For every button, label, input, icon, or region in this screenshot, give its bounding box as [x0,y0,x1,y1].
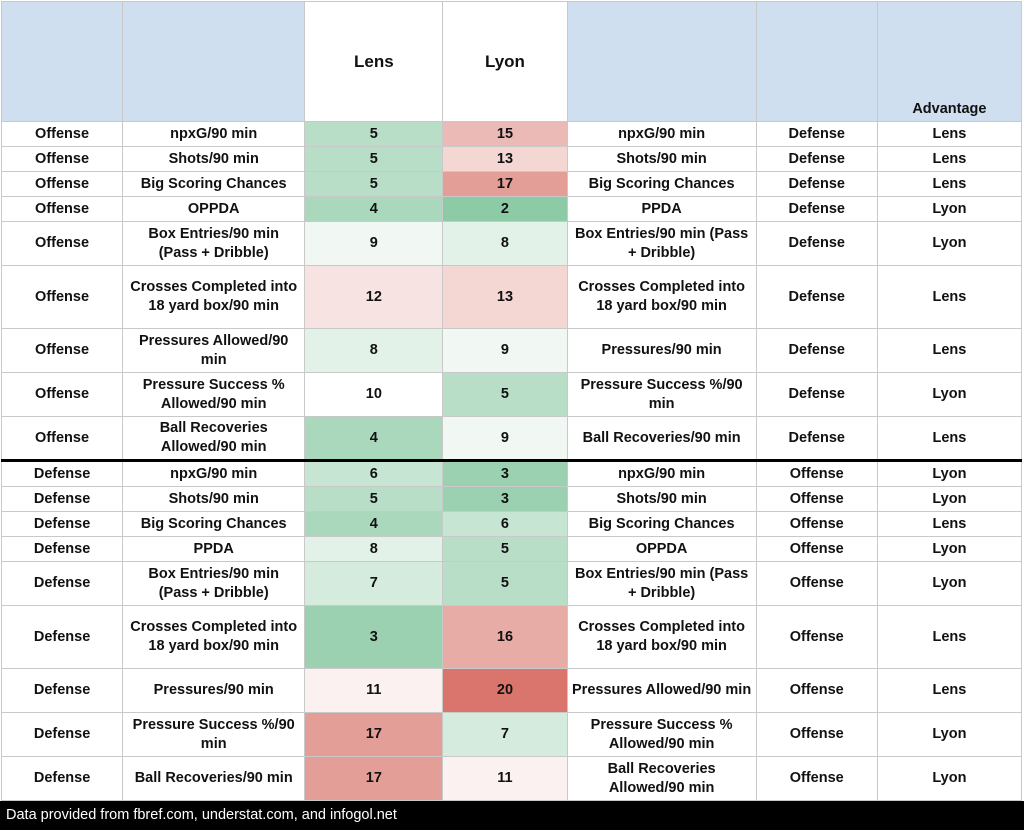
table-row [2,197,1022,222]
header-blank-cell [567,2,756,122]
side-a-cell: Offense [2,266,123,329]
team1-value-cell: 8 [305,537,443,562]
team1-value-cell: 4 [305,197,443,222]
team2-header: Lyon [443,2,567,122]
metric-b-cell: Ball Recoveries Allowed/90 min [567,757,756,801]
metric-b-cell: PPDA [567,197,756,222]
side-b-cell: Defense [756,197,877,222]
side-a-cell: Defense [2,713,123,757]
advantage-cell: Lyon [877,537,1021,562]
team1-value-cell: 10 [305,373,443,417]
table-row [2,487,1022,512]
advantage-header: Advantage [877,2,1021,122]
metric-a-cell: Shots/90 min [123,147,305,172]
side-a-cell: Defense [2,537,123,562]
stats-table [1,1,1022,801]
metric-a-cell: Pressure Success %/90 min [123,713,305,757]
metric-b-cell: Big Scoring Chances [567,512,756,537]
side-b-cell: Defense [756,172,877,197]
team1-value-cell: 5 [305,147,443,172]
metric-b-cell: Ball Recoveries/90 min [567,417,756,461]
team2-value-cell: 13 [443,147,567,172]
team1-value-cell: 17 [305,713,443,757]
team2-value-cell: 5 [443,562,567,606]
team2-value-cell: 17 [443,172,567,197]
team2-value-cell: 2 [443,197,567,222]
metric-b-cell: npxG/90 min [567,122,756,147]
side-a-cell: Offense [2,197,123,222]
side-a-cell: Defense [2,669,123,713]
team1-value-cell: 5 [305,122,443,147]
team2-value-cell: 5 [443,373,567,417]
advantage-cell: Lyon [877,222,1021,266]
advantage-cell: Lens [877,669,1021,713]
table-row [2,172,1022,197]
advantage-cell: Lyon [877,373,1021,417]
header-blank-cell [2,2,123,122]
side-b-cell: Defense [756,373,877,417]
team2-value-cell: 6 [443,512,567,537]
side-a-cell: Offense [2,122,123,147]
advantage-cell: Lens [877,417,1021,461]
team2-value-cell: 13 [443,266,567,329]
table-row [2,512,1022,537]
team1-value-cell: 12 [305,266,443,329]
side-b-cell: Defense [756,222,877,266]
metric-b-cell: Shots/90 min [567,147,756,172]
side-b-cell: Offense [756,512,877,537]
table-row [2,266,1022,329]
metric-b-cell: Crosses Completed into 18 yard box/90 min [567,606,756,669]
metric-b-cell: Pressures Allowed/90 min [567,669,756,713]
team1-value-cell: 5 [305,487,443,512]
side-a-cell: Defense [2,757,123,801]
team1-value-cell: 3 [305,606,443,669]
metric-b-cell: Pressures/90 min [567,329,756,373]
table-row [2,417,1022,461]
metric-b-cell: OPPDA [567,537,756,562]
metric-a-cell: PPDA [123,537,305,562]
metric-b-cell: Box Entries/90 min (Pass + Dribble) [567,562,756,606]
advantage-cell: Lens [877,512,1021,537]
side-b-cell: Defense [756,329,877,373]
metric-a-cell: Crosses Completed into 18 yard box/90 min [123,606,305,669]
table-row [2,329,1022,373]
advantage-cell: Lyon [877,487,1021,512]
side-b-cell: Offense [756,461,877,487]
metric-b-cell: Pressure Success % Allowed/90 min [567,713,756,757]
side-a-cell: Defense [2,512,123,537]
side-a-cell: Offense [2,147,123,172]
side-b-cell: Defense [756,266,877,329]
team1-value-cell: 9 [305,222,443,266]
header-blank-cell [756,2,877,122]
advantage-cell: Lyon [877,461,1021,487]
side-b-cell: Offense [756,713,877,757]
metric-b-cell: Big Scoring Chances [567,172,756,197]
advantage-cell: Lyon [877,713,1021,757]
team1-value-cell: 11 [305,669,443,713]
table-row [2,669,1022,713]
advantage-cell: Lyon [877,562,1021,606]
metric-b-cell: npxG/90 min [567,461,756,487]
metric-a-cell: Box Entries/90 min (Pass + Dribble) [123,562,305,606]
team2-value-cell: 7 [443,713,567,757]
table-row [2,713,1022,757]
side-b-cell: Offense [756,562,877,606]
team2-value-cell: 9 [443,417,567,461]
side-a-cell: Offense [2,373,123,417]
metric-a-cell: npxG/90 min [123,461,305,487]
table-row [2,461,1022,487]
header-row [2,2,1022,122]
metric-a-cell: Pressure Success % Allowed/90 min [123,373,305,417]
metric-a-cell: Big Scoring Chances [123,172,305,197]
advantage-cell: Lens [877,606,1021,669]
metric-a-cell: Shots/90 min [123,487,305,512]
side-a-cell: Offense [2,172,123,197]
side-b-cell: Defense [756,122,877,147]
team1-value-cell: 4 [305,512,443,537]
team1-header: Lens [305,2,443,122]
table-row [2,147,1022,172]
side-a-cell: Offense [2,329,123,373]
metric-a-cell: Box Entries/90 min (Pass + Dribble) [123,222,305,266]
side-a-cell: Defense [2,562,123,606]
side-a-cell: Defense [2,461,123,487]
team1-value-cell: 6 [305,461,443,487]
advantage-cell: Lyon [877,197,1021,222]
team1-value-cell: 5 [305,172,443,197]
side-a-cell: Offense [2,222,123,266]
metric-a-cell: Pressures Allowed/90 min [123,329,305,373]
metric-a-cell: Big Scoring Chances [123,512,305,537]
table-row [2,122,1022,147]
table-row [2,757,1022,801]
metric-a-cell: Pressures/90 min [123,669,305,713]
table-row [2,562,1022,606]
metric-a-cell: Crosses Completed into 18 yard box/90 min [123,266,305,329]
metric-b-cell: Shots/90 min [567,487,756,512]
side-b-cell: Offense [756,487,877,512]
team2-value-cell: 20 [443,669,567,713]
metric-a-cell: Ball Recoveries/90 min [123,757,305,801]
side-b-cell: Offense [756,669,877,713]
advantage-cell: Lyon [877,757,1021,801]
side-a-cell: Defense [2,606,123,669]
team2-value-cell: 3 [443,487,567,512]
side-b-cell: Offense [756,606,877,669]
side-b-cell: Defense [756,147,877,172]
team2-value-cell: 3 [443,461,567,487]
side-b-cell: Offense [756,757,877,801]
source-footer: Data provided from fbref.com, understat.com, and infogol.net [0,801,1024,830]
table-row [2,606,1022,669]
team2-value-cell: 15 [443,122,567,147]
team2-value-cell: 5 [443,537,567,562]
side-b-cell: Defense [756,417,877,461]
metric-b-cell: Pressure Success %/90 min [567,373,756,417]
advantage-cell: Lens [877,147,1021,172]
team1-value-cell: 4 [305,417,443,461]
metric-b-cell: Crosses Completed into 18 yard box/90 min [567,266,756,329]
metric-b-cell: Box Entries/90 min (Pass + Dribble) [567,222,756,266]
advantage-cell: Lens [877,172,1021,197]
table-row [2,537,1022,562]
side-a-cell: Defense [2,487,123,512]
team2-value-cell: 9 [443,329,567,373]
advantage-cell: Lens [877,266,1021,329]
team2-value-cell: 8 [443,222,567,266]
team1-value-cell: 7 [305,562,443,606]
metric-a-cell: npxG/90 min [123,122,305,147]
team2-value-cell: 16 [443,606,567,669]
advantage-cell: Lens [877,122,1021,147]
table-body [2,2,1022,801]
table-row [2,222,1022,266]
side-b-cell: Offense [756,537,877,562]
team2-value-cell: 11 [443,757,567,801]
advantage-cell: Lens [877,329,1021,373]
team1-value-cell: 17 [305,757,443,801]
header-blank-cell [123,2,305,122]
team1-value-cell: 8 [305,329,443,373]
side-a-cell: Offense [2,417,123,461]
metric-a-cell: OPPDA [123,197,305,222]
table-row [2,373,1022,417]
metric-a-cell: Ball Recoveries Allowed/90 min [123,417,305,461]
